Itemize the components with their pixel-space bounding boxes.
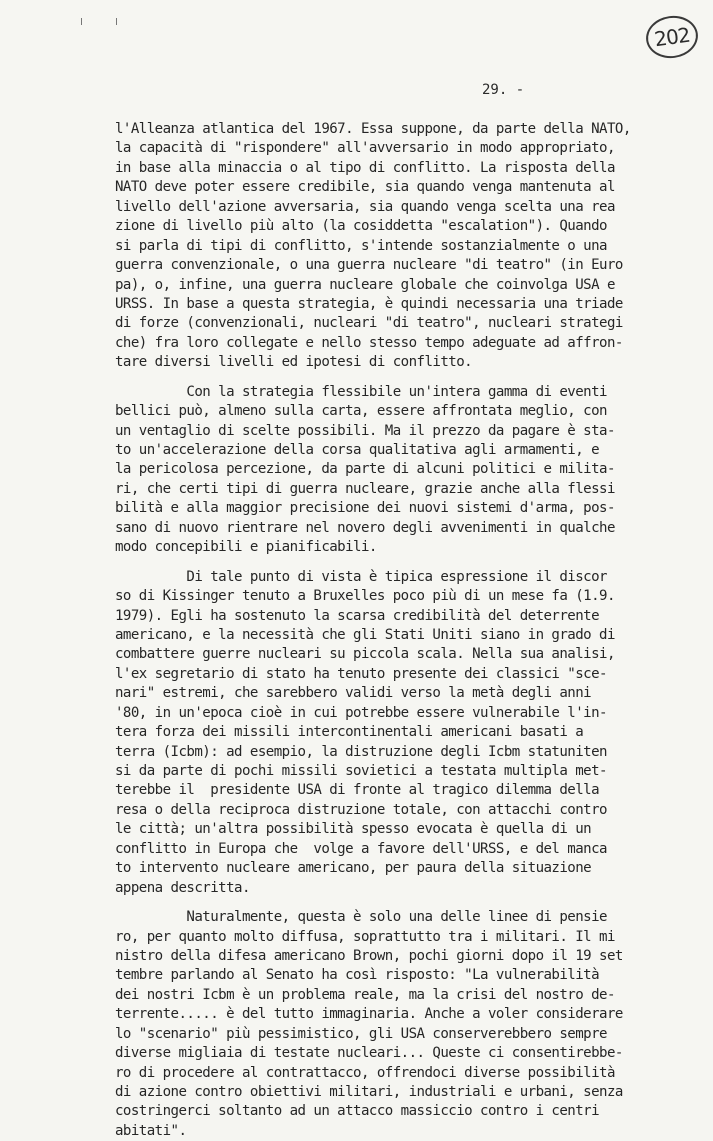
paragraph [115,568,675,898]
text-line: le città; un'altra possibilità spesso evocata è quella di un [115,821,592,838]
paragraph-gap [115,373,675,383]
text-line: guerra convenzionale, o una guerra nucleare "di teatro" (in Euro [115,257,623,274]
text-line: che) fra loro collegate e nello stesso tempo adeguate ad affron- [115,334,623,351]
text-line: si da parte di pochi missili sovietici a testata multipla met- [115,763,607,779]
text-line: terrente..... è del tutto immaginaria. Anche a voler considerare [115,1006,623,1023]
paragraph [115,383,675,558]
text-line: tembre parlando al Senato ha così risposto: "La vulnerabilità [115,967,600,984]
paragraph [115,120,675,373]
text-line: terra (Icbm): ad esempio, la distruzione degli Icbm statuniten [115,743,607,760]
text-line: bellici può, almeno sulla carta, essere affrontata meglio, con [115,403,607,420]
text-line: 1979). Egli ha sostenuto la scarsa credibilità del deterrente [115,607,600,624]
text-line: conflitto in Europa che volge a favore dell'URSS, e del manca [115,840,607,857]
text-line: dei nostri Icbm è un problema reale, ma la crisi del nostro de- [115,986,615,1003]
text-line: diverse migliaia di testate nucleari... Queste ci consentirebbe- [115,1045,623,1062]
text-line: nistro della difesa americano Brown, pochi giorni dopo il 19 set [115,947,623,964]
text-line: la capacità di "rispondere" all'avversario in modo appropriato, [115,140,615,157]
text-line: appena descritta. [115,879,250,896]
text-line: ri, che certi tipi di guerra nucleare, grazie anche alla flessi [115,480,615,497]
text-line: si parla di tipi di conflitto, s'intende sostanzialmente o una [115,237,607,254]
text-line: resa o della reciproca distruzione totale, con attacchi contro [115,801,607,818]
text-line: to intervento nucleare americano, per paura della situazione [115,860,592,877]
text-line: URSS. In base a questa strategia, è quindi necessaria una triade [115,295,623,312]
text-line: un ventaglio di scelte possibili. Ma il prezzo da pagare è sta- [115,422,615,439]
text-line: sano di nuovo rientrare nel novero degli avvenimenti in qualche [115,519,615,536]
scan-mark [116,18,117,25]
text-line: nari" estremi, che sarebbero validi verso la metà degli anni [115,685,592,702]
archive-stamp: 202 [643,13,700,62]
text-line: l'Alleanza atlantica del 1967. Essa suppone, da parte della NATO, [115,121,631,137]
text-line: tera forza dei missili intercontinentali americani basati a [115,724,584,741]
text-line: l'ex segretario di stato ha tenuto presente dei classici "sce- [115,665,607,682]
text-line: Con la strategia flessibile un'intera gamma di eventi [115,383,607,400]
scan-mark [81,18,82,25]
text-line: americano, e la necessità che gli Stati Uniti siano in grado di [115,626,615,643]
text-line: NATO deve poter essere credibile, sia quando venga mantenuta al [115,179,615,196]
paragraph-gap [115,898,675,908]
paragraph-gap [115,558,675,568]
text-line: la pericolosa percezione, da parte di alcuni politici e milita- [115,461,615,478]
text-line: ro, per quanto molto diffusa, soprattutto tra i militari. Il mi [115,928,615,945]
page-number: 29. - [482,82,525,98]
text-line: abitati". [115,1122,187,1139]
text-line: '80, in un'epoca cioè in cui potrebbe essere vulnerabile l'in- [115,704,607,721]
text-line: livello dell'azione avversaria, sia quando venga scelta una rea [115,198,615,215]
paragraph [115,908,675,1141]
body-text [115,120,675,1141]
text-line: modo concepibili e pianificabili. [115,539,377,556]
text-line: tare diversi livelli ed ipotesi di conflitto. [115,354,473,371]
text-line: ro di procedere al contrattacco, offrendoci diverse possibilità [115,1064,615,1081]
text-line: Di tale punto di vista è tipica espressione il discor [115,568,607,585]
text-line: terebbe il presidente USA di fronte al tragico dilemma della [115,782,600,799]
text-line: bilità e alla maggior precisione dei nuovi sistemi d'arma, pos- [115,500,615,517]
text-line: di forze (convenzionali, nucleari "di teatro", nucleari strategi [115,315,623,332]
text-line: combattere guerre nucleari su piccola scala. Nella sua analisi, [115,646,615,663]
text-line: to un'accelerazione della corsa qualitativa agli armamenti, e [115,442,600,458]
text-line: costringerci soltanto ad un attacco massiccio contro i centri [115,1103,600,1120]
text-line: in base alla minaccia o al tipo di conflitto. La risposta della [115,159,615,176]
text-line: pa), o, infine, una guerra nucleare globale che coinvolga USA e [115,276,615,293]
text-line: so di Kissinger tenuto a Bruxelles poco più di un mese fa (1.9. [115,588,615,605]
text-line: zione di livello più alto (la cosiddetta "escalation"). Quando [115,218,607,235]
text-line: di azione contro obiettivi militari, industriali e urbani, senza [115,1084,623,1100]
text-line: Naturalmente, questa è solo una delle linee di pensie [115,909,607,926]
text-line: lo "scenario" più pessimistico, gli USA conserverebbero sempre [115,1025,607,1042]
